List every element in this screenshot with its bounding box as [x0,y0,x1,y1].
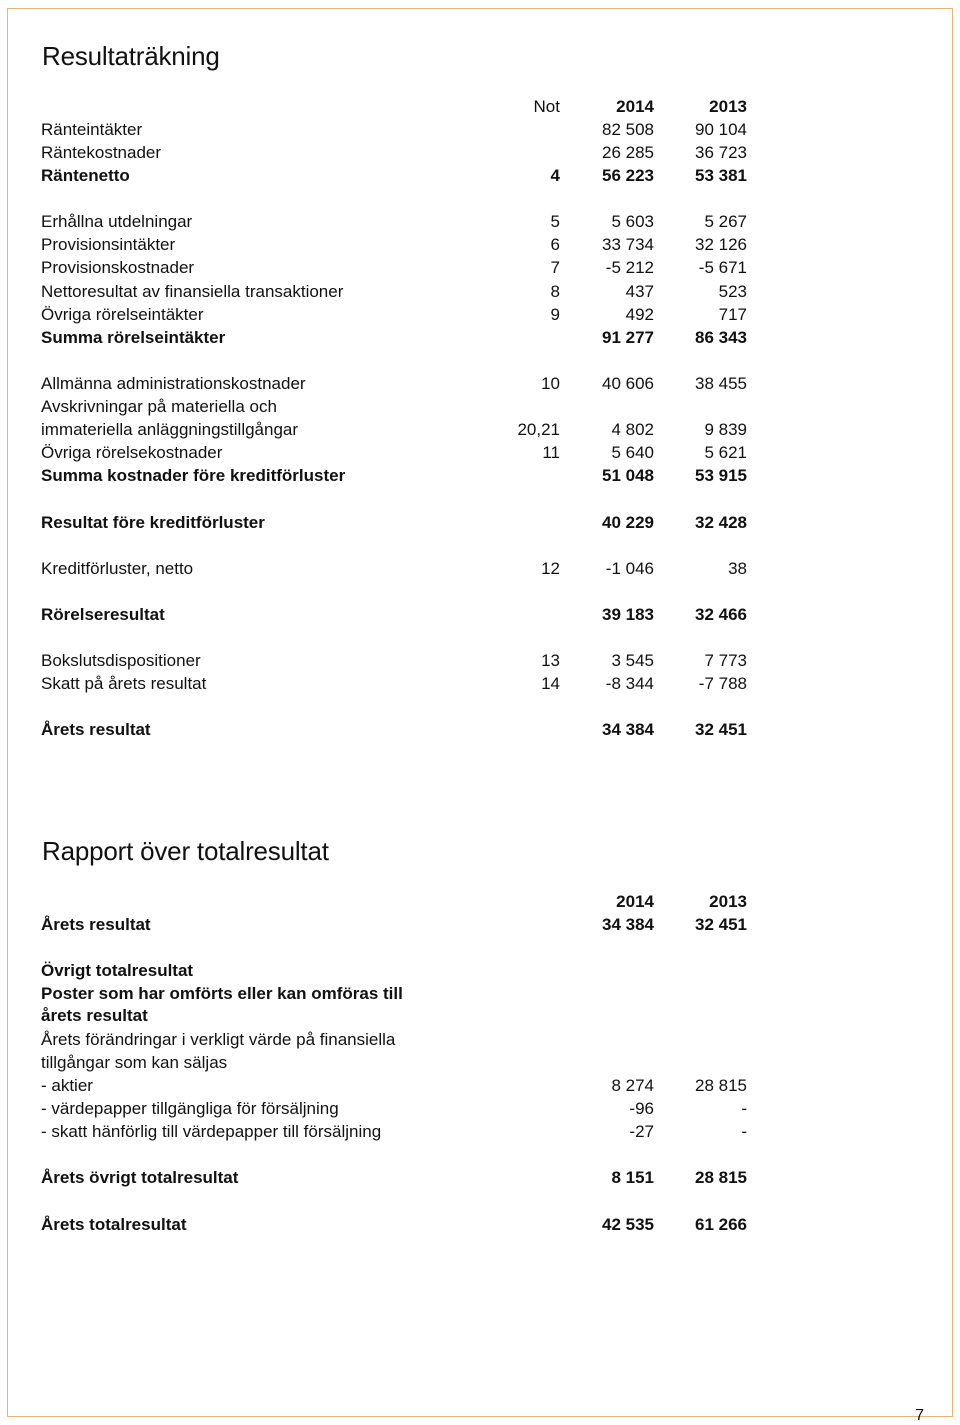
row-label: årets resultat [41,1006,148,1025]
row-value-2014: -5 212 [605,258,654,277]
row-value-2014: 91 277 [602,328,654,347]
comprehensive-income-title: Rapport över totalresultat [42,836,329,866]
row-note: 12 [541,559,560,578]
row-value-2014: 5 603 [611,212,654,231]
row-label: Resultat före kreditförluster [41,513,265,532]
row-label: Årets totalresultat [41,1215,187,1234]
row-label: Avskrivningar på materiella och [41,397,277,416]
row-value-2013: - [741,1122,747,1141]
row-value-2013: 38 455 [695,374,747,393]
row-value-2013: 53 381 [695,166,747,185]
row-note: 13 [541,651,560,670]
table-row [0,1052,960,1074]
row-label: - skatt hänförlig till värdepapper till försäljning [41,1122,382,1141]
table-row [0,165,960,187]
row-label: Ränteintäkter [41,120,143,139]
row-label: Årets resultat [41,915,151,934]
comprehensive-income-header [0,891,960,913]
table-row [0,281,960,303]
header-year-2013: 2013 [709,892,747,911]
row-value-2013: 61 266 [695,1215,747,1234]
table-row [0,1075,960,1097]
table-row [0,396,960,418]
table-row [0,512,960,534]
row-value-2014: 4 802 [611,420,654,439]
row-value-2014: 8 274 [611,1076,654,1095]
table-row [0,960,960,982]
row-note: 5 [550,212,560,231]
row-label: Skatt på årets resultat [41,674,207,693]
row-label: Räntenetto [41,166,130,185]
table-row [0,673,960,695]
row-value-2013: 9 839 [704,420,747,439]
table-row [0,1029,960,1051]
row-value-2013: 32 428 [695,513,747,532]
row-value-2013: 717 [718,305,747,324]
row-value-2013: 5 621 [704,443,747,462]
row-note: 8 [550,282,560,301]
header-note: Not [533,97,560,116]
row-label: Provisionskostnader [41,258,195,277]
row-value-2014: 51 048 [602,466,654,485]
table-row [0,558,960,580]
row-value-2014: 437 [625,282,654,301]
row-note: 10 [541,374,560,393]
table-row [0,211,960,233]
row-value-2013: 5 267 [704,212,747,231]
table-row [0,719,960,741]
row-value-2013: -5 671 [698,258,747,277]
row-label: Poster som har omförts eller kan omföras till [41,984,403,1003]
row-label: Summa rörelseintäkter [41,328,226,347]
table-row [0,234,960,256]
row-label: Rörelseresultat [41,605,165,624]
row-value-2013: 38 [728,559,747,578]
table-row [0,914,960,936]
row-value-2014: -8 344 [605,674,654,693]
row-value-2014: 492 [625,305,654,324]
row-value-2014: -96 [629,1099,654,1118]
row-label: Kreditförluster, netto [41,559,194,578]
row-value-2013: 32 451 [695,720,747,739]
row-value-2013: 7 773 [704,651,747,670]
row-value-2014: 39 183 [602,605,654,624]
row-label: Provisionsintäkter [41,235,176,254]
row-value-2013: 36 723 [695,143,747,162]
row-note: 4 [550,166,560,185]
row-value-2013: 32 466 [695,605,747,624]
row-label: Årets övrigt totalresultat [41,1168,239,1187]
table-row [0,327,960,349]
table-row [0,257,960,279]
row-note: 9 [550,305,560,324]
row-label: Årets resultat [41,720,151,739]
table-row [0,304,960,326]
table-row [0,1005,960,1027]
header-year-2013: 2013 [709,97,747,116]
row-value-2013: 28 815 [695,1076,747,1095]
table-row [0,1121,960,1143]
row-value-2013: 32 451 [695,915,747,934]
table-row [0,142,960,164]
row-label: Summa kostnader före kreditförluster [41,466,346,485]
row-value-2013: 523 [718,282,747,301]
table-row [0,119,960,141]
header-year-2014: 2014 [616,97,654,116]
row-label: Bokslutsdispositioner [41,651,201,670]
row-value-2014: 82 508 [602,120,654,139]
row-label: Räntekostnader [41,143,162,162]
table-row [0,442,960,464]
row-label: Erhållna utdelningar [41,212,193,231]
row-note: 11 [542,443,560,462]
row-note: 14 [541,674,560,693]
row-value-2013: -7 788 [698,674,747,693]
row-value-2014: 33 734 [602,235,654,254]
row-label: - värdepapper tillgängliga för försäljning [41,1099,339,1118]
row-note: 20,21 [517,420,560,439]
row-label: Årets förändringar i verkligt värde på finansiella [41,1030,396,1049]
table-row [0,419,960,441]
row-label: Nettoresultat av finansiella transaktioner [41,282,344,301]
table-row [0,1167,960,1189]
row-value-2013: 53 915 [695,466,747,485]
income-statement-header [0,96,960,118]
table-row [0,465,960,487]
row-note: 6 [550,235,560,254]
row-label: Övriga rörelsekostnader [41,443,223,462]
table-row [0,1098,960,1120]
row-value-2014: 40 606 [602,374,654,393]
row-label: tillgångar som kan säljas [41,1053,228,1072]
row-value-2014: 8 151 [611,1168,654,1187]
table-row [0,983,960,1005]
row-value-2013: - [741,1099,747,1118]
row-value-2013: 90 104 [695,120,747,139]
row-value-2014: 26 285 [602,143,654,162]
row-label: - aktier [41,1076,93,1095]
row-value-2013: 28 815 [695,1168,747,1187]
row-value-2014: -1 046 [605,559,654,578]
page-number: 7 [915,1407,924,1424]
table-row [0,604,960,626]
row-value-2014: 5 640 [611,443,654,462]
row-note: 7 [550,258,560,277]
row-label: Allmänna administrationskostnader [41,374,306,393]
row-value-2014: 56 223 [602,166,654,185]
table-row [0,373,960,395]
row-value-2014: 34 384 [602,720,654,739]
row-label: Övrigt totalresultat [41,961,194,980]
row-label: immateriella anläggningstillgångar [41,420,299,439]
income-statement-title: Resultaträkning [42,41,220,71]
row-value-2013: 32 126 [695,235,747,254]
table-row [0,650,960,672]
row-value-2014: -27 [629,1122,654,1141]
row-value-2014: 42 535 [602,1215,654,1234]
row-value-2014: 40 229 [602,513,654,532]
row-value-2013: 86 343 [695,328,747,347]
row-value-2014: 34 384 [602,915,654,934]
row-label: Övriga rörelseintäkter [41,305,204,324]
header-year-2014: 2014 [616,892,654,911]
row-value-2014: 3 545 [611,651,654,670]
table-row [0,1214,960,1236]
